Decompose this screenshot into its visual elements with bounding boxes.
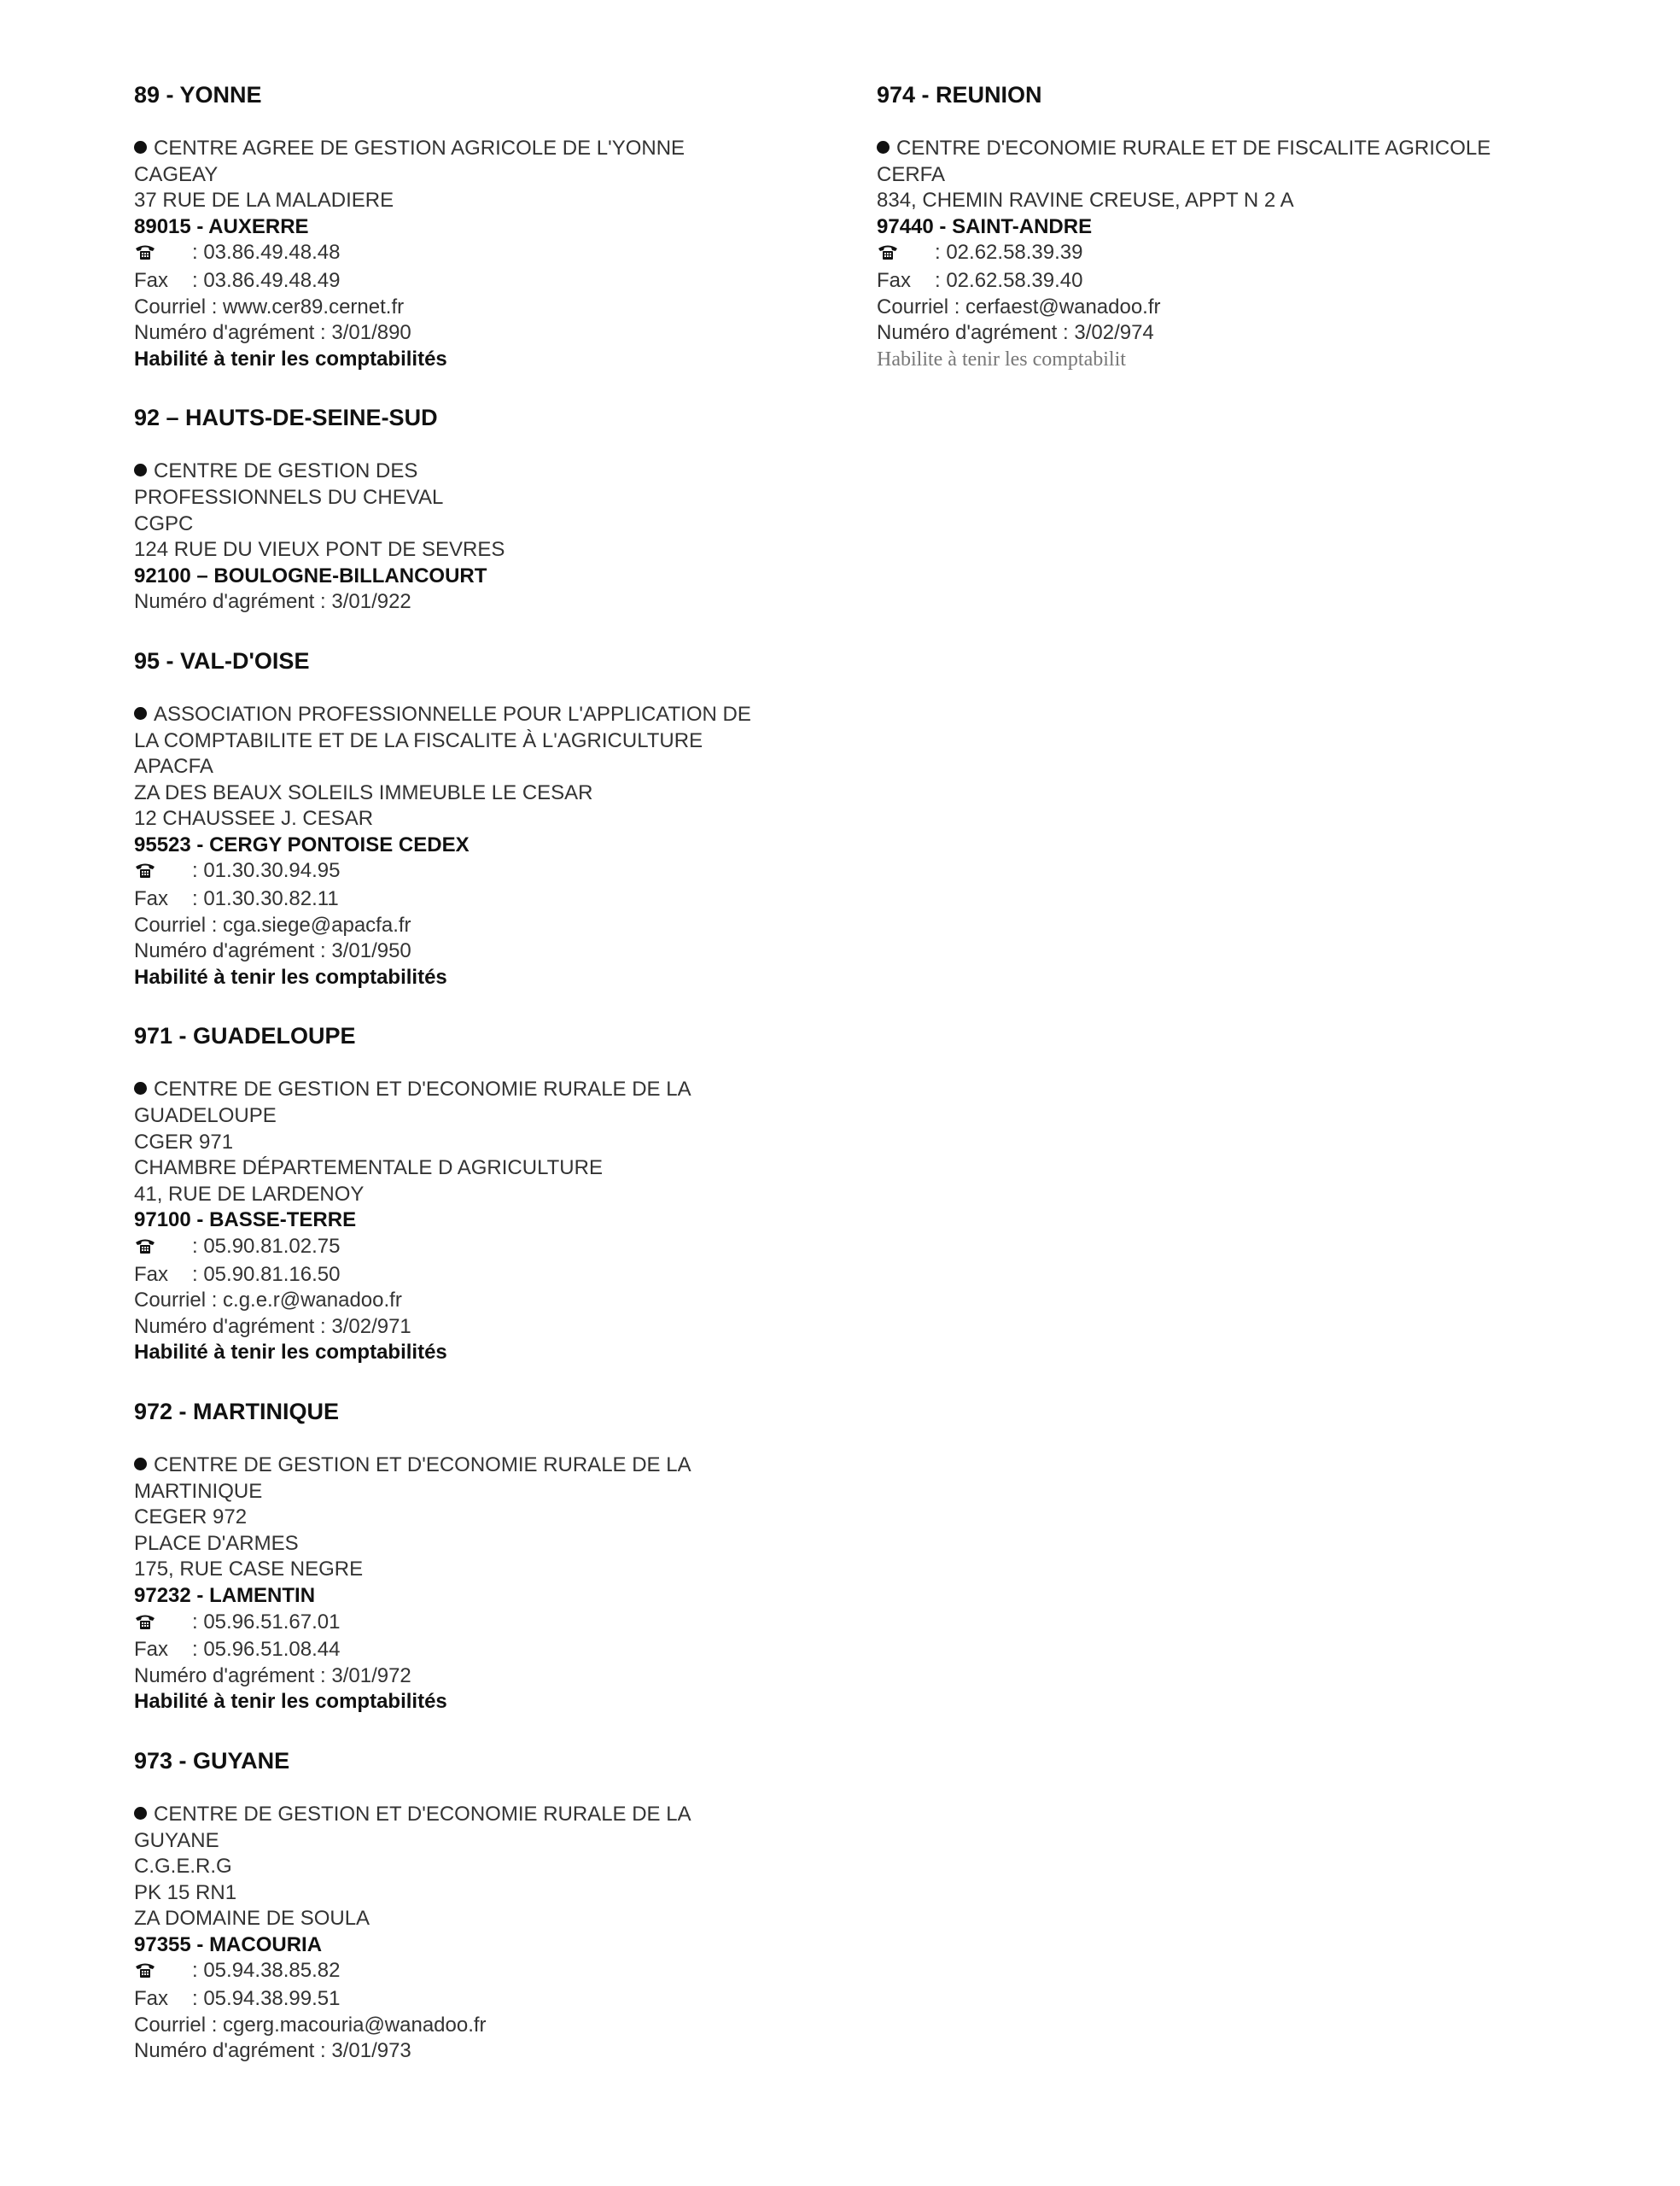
- city-postcode: 97355 - MACOURIA: [134, 1932, 323, 1956]
- email-line: Courriel : cgerg.macouria@wanadoo.fr: [134, 2013, 487, 2037]
- phone-row: [134, 1958, 885, 1986]
- org-name-line: [134, 1828, 885, 1855]
- left-column: [134, 79, 885, 2065]
- fax-label: Fax: [134, 1262, 169, 1286]
- address-line: 37 RUE DE LA MALADIERE: [134, 189, 394, 213]
- phone-number: : 05.94.38.85.82: [192, 1959, 341, 1983]
- city-postcode: 95523 - CERGY PONTOISE CEDEX: [134, 833, 470, 856]
- fax-row: [134, 1637, 885, 1663]
- phone-number: : 02.62.58.39.39: [935, 241, 1083, 265]
- bullet-icon: [134, 464, 147, 476]
- city-postcode: 97440 - SAINT-ANDRE: [877, 214, 1093, 238]
- habilitation-note: Habilité à tenir les comptabilités: [134, 1690, 447, 1714]
- fax-number: : 03.86.49.48.49: [192, 268, 341, 292]
- phone-row: [134, 858, 885, 886]
- city-postcode: 97100 - BASSE-TERRE: [134, 1208, 357, 1232]
- bullet-icon: [134, 1807, 147, 1820]
- telephone-icon: [134, 1237, 156, 1254]
- section-title: 972 - MARTINIQUE: [134, 1398, 340, 1424]
- directory-entry: [134, 136, 885, 372]
- phone-row: [134, 1610, 885, 1638]
- bullet-icon: [134, 1082, 147, 1095]
- org-name-text: LA COMPTABILITE ET DE LA FISCALITE À L'AGRICULTURE: [134, 728, 703, 752]
- agrement-number: Numéro d'agrément : 3/01/950: [134, 939, 411, 963]
- org-name-line: [134, 459, 885, 485]
- telephone-icon: [134, 1613, 156, 1630]
- phone-number: : 05.90.81.02.75: [192, 1235, 341, 1258]
- address-line: CEGER 972: [134, 1505, 248, 1529]
- phone-label: [134, 1234, 192, 1262]
- directory-entry: [134, 702, 885, 991]
- address-line: ZA DOMAINE DE SOULA: [134, 1907, 370, 1931]
- habilitation-note: Habilité à tenir les comptabilités: [134, 347, 447, 371]
- fax-row: [134, 886, 885, 913]
- org-name-text: CENTRE DE GESTION ET D'ECONOMIE RURALE DE LA: [154, 1078, 691, 1102]
- address-line: 41, RUE DE LARDENOY: [134, 1182, 365, 1206]
- habilitation-note: Habilite à tenir les comptabilit: [877, 348, 1126, 371]
- fax-row: [877, 268, 1628, 295]
- fax-number: : 01.30.30.82.11: [192, 887, 339, 911]
- habilitation-note: Habilité à tenir les comptabilités: [134, 1341, 447, 1365]
- org-name-text: CENTRE DE GESTION DES: [154, 459, 418, 483]
- address-line: PK 15 RN1: [134, 1880, 237, 1904]
- agrement-number: Numéro d'agrément : 3/01/922: [134, 590, 411, 614]
- address-line: 834, CHEMIN RAVINE CREUSE, APPT N 2 A: [877, 189, 1294, 213]
- org-name-line: [877, 136, 1628, 162]
- directory-entry: [134, 459, 885, 616]
- fax-number: : 05.96.51.08.44: [192, 1638, 341, 1662]
- directory-entry: [134, 1802, 885, 2065]
- fax-number: : 05.94.38.99.51: [192, 1987, 341, 2011]
- address-line: APACFA: [134, 755, 213, 779]
- telephone-icon: [877, 243, 899, 260]
- address-line: C.G.E.R.G: [134, 1855, 232, 1879]
- address-line: 175, RUE CASE NEGRE: [134, 1558, 364, 1581]
- section-title: 971 - GUADELOUPE: [134, 1023, 356, 1049]
- bullet-icon: [877, 141, 890, 154]
- fax-row: [134, 268, 885, 295]
- phone-label: [134, 240, 192, 268]
- phone-number: : 01.30.30.94.95: [192, 859, 341, 883]
- org-name-line: [134, 728, 885, 755]
- fax-row: [134, 1262, 885, 1289]
- email-line: Courriel : cerfaest@wanadoo.fr: [877, 295, 1161, 319]
- address-line: CHAMBRE DÉPARTEMENTALE D AGRICULTURE: [134, 1156, 603, 1180]
- org-name-text: MARTINIQUE: [134, 1479, 263, 1503]
- section: [134, 401, 885, 616]
- fax-label: Fax: [134, 887, 169, 911]
- fax-label: Fax: [877, 268, 912, 292]
- org-name-text: GUYANE: [134, 1828, 219, 1852]
- address-line: CGPC: [134, 511, 194, 535]
- org-name-text: CENTRE DE GESTION ET D'ECONOMIE RURALE DE LA: [154, 1802, 691, 1826]
- org-name-line: [134, 1479, 885, 1505]
- org-name-line: [134, 1802, 885, 1828]
- bullet-icon: [134, 1458, 147, 1470]
- bullet-icon: [134, 141, 147, 154]
- phone-label: [877, 240, 935, 268]
- agrement-number: Numéro d'agrément : 3/01/972: [134, 1663, 411, 1687]
- fax-number: : 05.90.81.16.50: [192, 1262, 341, 1286]
- agrement-number: Numéro d'agrément : 3/02/971: [134, 1314, 411, 1338]
- fax-number: : 02.62.58.39.40: [935, 268, 1083, 292]
- address-line: CGER 971: [134, 1130, 234, 1154]
- telephone-icon: [134, 243, 156, 260]
- habilitation-note: Habilité à tenir les comptabilités: [134, 965, 447, 989]
- address-line: PLACE D'ARMES: [134, 1531, 299, 1555]
- address-line: CERFA: [877, 162, 946, 186]
- org-name-line: [134, 136, 885, 162]
- section-title: 92 – HAUTS-DE-SEINE-SUD: [134, 405, 438, 431]
- phone-row: [877, 240, 1628, 268]
- address-line: 12 CHAUSSEE J. CESAR: [134, 807, 374, 831]
- phone-row: [134, 240, 885, 268]
- fax-label: Fax: [134, 1638, 169, 1662]
- telephone-icon: [134, 1961, 156, 1979]
- agrement-number: Numéro d'agrément : 3/02/974: [877, 321, 1154, 345]
- directory-entry: [134, 1452, 885, 1715]
- org-name-line: [134, 702, 885, 728]
- org-name-line: [134, 1452, 885, 1479]
- email-line: Courriel : c.g.e.r@wanadoo.fr: [134, 1289, 402, 1312]
- phone-label: [134, 858, 192, 886]
- city-postcode: 97232 - LAMENTIN: [134, 1583, 316, 1607]
- phone-number: : 05.96.51.67.01: [192, 1610, 341, 1634]
- agrement-number: Numéro d'agrément : 3/01/890: [134, 321, 411, 345]
- city-postcode: 89015 - AUXERRE: [134, 214, 309, 238]
- address-line: 124 RUE DU VIEUX PONT DE SEVRES: [134, 538, 505, 562]
- city-postcode: 92100 – BOULOGNE-BILLANCOURT: [134, 564, 487, 587]
- org-name-text: ASSOCIATION PROFESSIONNELLE POUR L'APPLICATION DE: [154, 702, 751, 726]
- address-line: CAGEAY: [134, 162, 219, 186]
- org-name-text: PROFESSIONNELS DU CHEVAL: [134, 485, 444, 509]
- directory-entry: [134, 1077, 885, 1366]
- section-title: 974 - REUNION: [877, 82, 1042, 108]
- org-name-line: [134, 485, 885, 511]
- org-name-text: CENTRE AGREE DE GESTION AGRICOLE DE L'YONNE: [154, 137, 685, 160]
- section: [877, 79, 1628, 372]
- phone-number: : 03.86.49.48.48: [192, 241, 341, 265]
- agrement-number: Numéro d'agrément : 3/01/973: [134, 2039, 411, 2063]
- telephone-icon: [134, 862, 156, 879]
- org-name-line: [134, 1103, 885, 1130]
- section-title: 89 - YONNE: [134, 82, 262, 108]
- org-name-text: CENTRE D'ECONOMIE RURALE ET DE FISCALITE AGRICOLE: [896, 137, 1491, 160]
- address-line: ZA DES BEAUX SOLEILS IMMEUBLE LE CESAR: [134, 780, 593, 804]
- section: [134, 79, 885, 372]
- right-column: [877, 79, 1628, 372]
- section-title: 973 - GUYANE: [134, 1747, 290, 1774]
- section: [134, 1020, 885, 1366]
- fax-row: [134, 1986, 885, 2013]
- section: [134, 1745, 885, 2065]
- section: [134, 645, 885, 991]
- org-name-line: [134, 1077, 885, 1103]
- phone-label: [134, 1958, 192, 1986]
- section-title: 95 - VAL-D'OISE: [134, 647, 310, 674]
- section: [134, 1395, 885, 1715]
- bullet-icon: [134, 707, 147, 720]
- phone-label: [134, 1610, 192, 1638]
- email-line: Courriel : www.cer89.cernet.fr: [134, 295, 405, 319]
- org-name-text: GUADELOUPE: [134, 1104, 277, 1128]
- fax-label: Fax: [134, 268, 169, 292]
- org-name-text: CENTRE DE GESTION ET D'ECONOMIE RURALE DE LA: [154, 1452, 691, 1476]
- email-line: Courriel : cga.siege@apacfa.fr: [134, 913, 411, 937]
- fax-label: Fax: [134, 1987, 169, 2011]
- directory-entry: [877, 136, 1628, 372]
- phone-row: [134, 1234, 885, 1262]
